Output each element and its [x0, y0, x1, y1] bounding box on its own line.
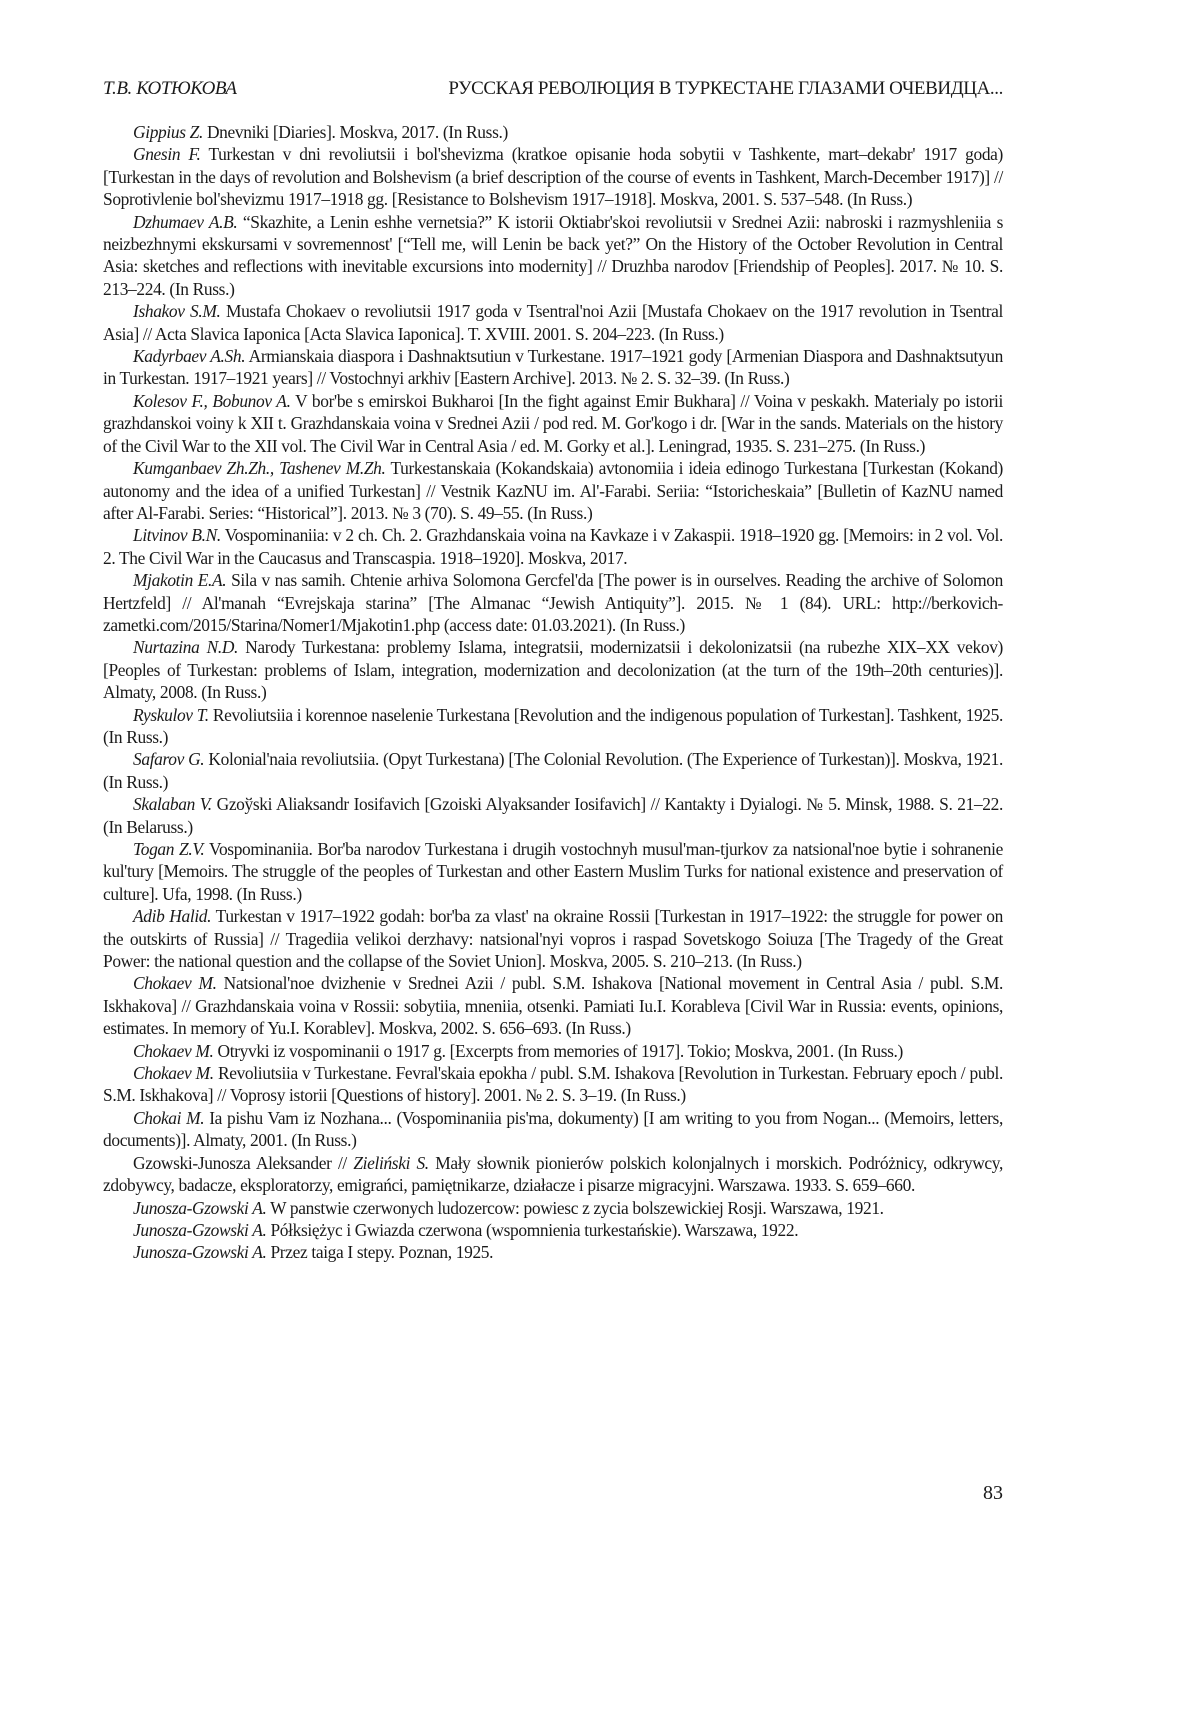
- reference-text: W panstwie czerwonych ludozercow: powiesc z zycia bolszewickiej Rosji. Warszawa, 1921.: [266, 1197, 884, 1218]
- header-author: Т.В. КОТЮКОВА: [103, 78, 237, 99]
- reference-author: Kadyrbaev A.Sh.: [133, 346, 246, 367]
- reference-entry: [103, 1197, 1003, 1219]
- reference-author: Togan Z.V.: [133, 839, 205, 859]
- header-title: РУССКАЯ РЕВОЛЮЦИЯ В ТУРКЕСТАНЕ ГЛАЗАМИ ОЧЕВИДЦА...: [448, 78, 1003, 99]
- reference-text: Kolonial'naia revoliutsiia. (Opyt Turkestana) [The Colonial Revolution. (The Experience of Turkestan)]. Moskva, 1921. (In Russ.): [103, 749, 1003, 792]
- reference-entry: [103, 1152, 1003, 1197]
- reference-author: Junosza-Gzowski A.: [133, 1242, 267, 1263]
- reference-entry: [103, 143, 1003, 210]
- reference-entry: [103, 569, 1003, 636]
- reference-author: Adib Halid.: [133, 906, 212, 927]
- reference-author: Dzhumaev A.B.: [133, 211, 238, 232]
- reference-text: “Skazhite, a Lenin eshhe vernetsia?” K istorii Oktiabr'skoi revoliutsii v Srednei Azii: nabroski i razmyshleniia s neizbezhnymi ekskursami v sovremennost' [“Tell me, will Lenin be back yet?” On the History of the October Revolution in Central Asia: sketches and reflections with inevitable excursions into modernity] // Druzhba narodov [Friendship of Peoples]. 2017. № 10. S. 213–224. (In Russ.): [103, 211, 1004, 299]
- reference-author: Gnesin F.: [133, 144, 201, 165]
- reference-author: Nurtazina N.D.: [133, 637, 239, 658]
- reference-entry: [103, 345, 1003, 390]
- reference-author: Chokaev M.: [133, 1040, 214, 1061]
- reference-author: Skalaban V.: [133, 794, 212, 815]
- reference-author: Ishakov S.M.: [133, 301, 221, 322]
- reference-text: Półksiężyc i Gwiazda czerwona (wspomnienia turkestańskie). Warszawa, 1922.: [266, 1219, 799, 1240]
- reference-text: Mały słownik pionierów polskich kolonjalnych i morskich. Podróżnicy, odkrywcy, zdobywcy, badacze, eksploratorzy, emigrańci, pamiętnikarze, działacze i pisarze migracyjni. Warszawa. 1933. S. 659–660.: [103, 1152, 1003, 1196]
- reference-entry: [103, 748, 1003, 793]
- reference-text: Ia pishu Vam iz Nozhana... (Vospominaniia pis'ma, dokumenty) [I am writing to you from Nogan... (Memoirs, letters, documents)]. Almaty, 2001. (In Russ.): [103, 1107, 1003, 1151]
- reference-entry: [103, 390, 1003, 457]
- reference-author: Junosza-Gzowski A.: [133, 1197, 267, 1218]
- reference-entry: [103, 636, 1003, 703]
- reference-entry: [103, 905, 1003, 972]
- reference-author: Chokaev M.: [133, 1063, 214, 1084]
- reference-entry: [103, 121, 1003, 143]
- reference-text: Armianskaia diaspora i Dashnaktsutiun v Turkestane. 1917–1921 gody [Armenian Diaspora and Dashnaktsutyun in Turkestan. 1917–1921 years] // Vostochnyi arkhiv [Eastern Archive]. 2013. № 2. S. 32–39. (In Russ.): [103, 346, 1003, 389]
- reference-author: Chokai M.: [133, 1107, 205, 1128]
- reference-author: Zieliński S.: [353, 1152, 429, 1173]
- reference-author: Kolesov F., Bobunov A.: [133, 390, 291, 411]
- reference-text: Turkestanskaia (Kokandskaia) avtonomiia i ideia edinogo Turkestana [Turkestan (Kokand) autonomy and the idea of a unified Turkestan] // Vestnik KazNU im. Al'-Farabi. Seriia: “Istoricheskaia” [Bulletin of KazNU named after Al-Farabi. Series: “Historical”]. 2013. № 3 (70). S. 49–55. (In Russ.): [103, 458, 1003, 523]
- reference-author: Mjakotin E.A.: [133, 570, 227, 591]
- reference-author: Safarov G.: [133, 749, 205, 770]
- reference-author: Chokaev M.: [133, 973, 217, 994]
- reference-text: Mustafa Chokaev o revoliutsii 1917 goda v Tsentral'noi Azii [Mustafa Chokaev on the 1917 revolution in Tsentral Asia] // Acta Slavica Iaponica [Acta Slavica Iaponica]. T. XVIII. 2001. S. 204–223. (In Russ.): [103, 301, 1003, 344]
- reference-text: Gzoўski Aliaksandr Iosifavich [Gzoiski Alyaksander Iosifavich] // Kantakty i Dyialogi. № 5. Minsk, 1988. S. 21–22. (In Belaruss.): [103, 794, 1003, 837]
- reference-text: Natsional'noe dvizhenie v Srednei Azii / publ. S.M. Ishakova [National movement in Central Asia / publ. S.M. Iskhakova] // Grazhdanskaia voina v Rossii: sobytiia, mneniia, otsenki. Pamiati Iu.I. Korableva [Civil War in Russia: events, opinions, estimates. In memory of Yu.I. Korablev]. Moskva, 2002. S. 656–693. (In Russ.): [103, 973, 1003, 1039]
- reference-entry: [103, 1241, 1003, 1263]
- reference-author: Litvinov B.N.: [133, 525, 221, 546]
- reference-author: Gippius Z.: [133, 122, 203, 142]
- reference-text: Sila v nas samih. Chtenie arhiva Solomona Gercfel'da [The power is in ourselves. Reading the archive of Solomon Hertzfeld] // Al'manah “Evrejskaja starina” [The Almanac “Jewish Antiquity”]. 2015. № 1 (84). URL: http://berkovich-zametki.com/2015/Starina/Nomer1/Mjakotin1.php (access date: 01.03.2021). (In Russ.): [103, 570, 1003, 635]
- reference-entry: [103, 1062, 1003, 1107]
- reference-text: Otryvki iz vospominanii o 1917 g. [Excerpts from memories of 1917]. Tokio; Moskva, 2001. (In Russ.): [213, 1040, 903, 1061]
- reference-author: Ryskulov T.: [133, 704, 209, 725]
- reference-text: Narody Turkestana: problemy Islama, integratsii, modernizatsii i dekolonizatsii (na rubezhe XIX–XX vekov) [Peoples of Turkestan: problems of Islam, integration, modernization and decolonization (at the turn of the 19th–20th centuries)]. Almaty, 2008. (In Russ.): [103, 637, 1004, 703]
- reference-author: Junosza-Gzowski A.: [133, 1219, 267, 1240]
- reference-entry: [103, 793, 1003, 838]
- reference-entry: [103, 1040, 1003, 1062]
- reference-entry: [103, 457, 1003, 524]
- reference-entry: [103, 972, 1003, 1039]
- reference-entry: [103, 838, 1003, 905]
- reference-text: Przez taiga I stepy. Poznan, 1925.: [266, 1242, 494, 1263]
- reference-text: Revoliutsiia v Turkestane. Fevral'skaia epokha / publ. S.M. Ishakova [Revolution in Turkestan. February epoch / publ. S.M. Iskhakova] // Voprosy istorii [Questions of history]. 2001. № 2. S. 3–19. (In Russ.): [103, 1063, 1003, 1106]
- reference-prefix: Gzowski-Junosza Aleksander //: [133, 1152, 354, 1173]
- reference-entry: [103, 524, 1003, 569]
- reference-text: Turkestan v 1917–1922 godah: bor'ba za vlast' na okraine Rossii [Turkestan in 1917–1922: the struggle for power on the outskirts of Russia] // Tragediia velikoi derzhavy: natsional'nyi vopros i raspad Sovetskogo Soiuza [The Tragedy of the Great Power: the national question and the collapse of the Soviet Union]. Moskva, 2005. S. 210–213. (In Russ.): [103, 906, 1003, 972]
- reference-entry: [103, 300, 1003, 345]
- reference-entry: [103, 1219, 1003, 1241]
- reference-text: V bor'be s emirskoi Bukharoi [In the fight against Emir Bukhara] // Voina v peskakh. Materialy po istorii grazhdanskoi voiny k XII t. Grazhdanskaia voina v Srednei Azii / pod red. M. Gor'kogo i dr. [War in the sands. Materials on the history of the Civil War to the XII vol. The Civil War in Central Asia / ed. M. Gorky et al.]. Leningrad, 1935. S. 231–275. (In Russ.): [103, 390, 1003, 456]
- reference-list: [103, 121, 1003, 1264]
- reference-text: Revoliutsiia i korennoe naselenie Turkestana [Revolution and the indigenous population of Turkestan]. Tashkent, 1925. (In Russ.): [103, 704, 1003, 747]
- reference-text: Dnevniki [Diaries]. Moskva, 2017. (In Russ.): [202, 122, 508, 142]
- reference-entry: [103, 704, 1003, 749]
- reference-entry: [103, 1107, 1003, 1152]
- reference-text: Vospominaniia: v 2 ch. Ch. 2. Grazhdanskaia voina na Kavkaze i v Zakaspii. 1918–1920 gg. [Memoirs: in 2 vol. Vol. 2. The Civil War in the Caucasus and Transcaspia. 1918–1920]. Moskva, 2017.: [103, 525, 1004, 568]
- reference-text: Turkestan v dni revoliutsii i bol'shevizma (kratkoe opisanie hoda sobytii v Tashkente, mart–dekabr' 1917 goda) [Turkestan in the days of revolution and Bolshevism (a brief description of the course of events in Tashkent, March-December 1917)] // Soprotivlenie bol'shevizmu 1917–1918 gg. [Resistance to Bolshevism 1917–1918]. Moskva, 2001. S. 537–548. (In Russ.): [103, 144, 1003, 210]
- reference-text: Vospominaniia. Bor'ba narodov Turkestana i drugih vostochnyh musul'man-tjurkov za natsional'noe bytie i sohranenie kul'tury [Memoirs. The struggle of the peoples of Turkestan and other Eastern Muslim Turks for national existence and preservation of culture]. Ufa, 1998. (In Russ.): [103, 839, 1003, 904]
- reference-author: Kumganbaev Zh.Zh., Tashenev M.Zh.: [133, 458, 386, 479]
- reference-entry: [103, 211, 1003, 301]
- page-number: 83: [983, 1482, 1003, 1504]
